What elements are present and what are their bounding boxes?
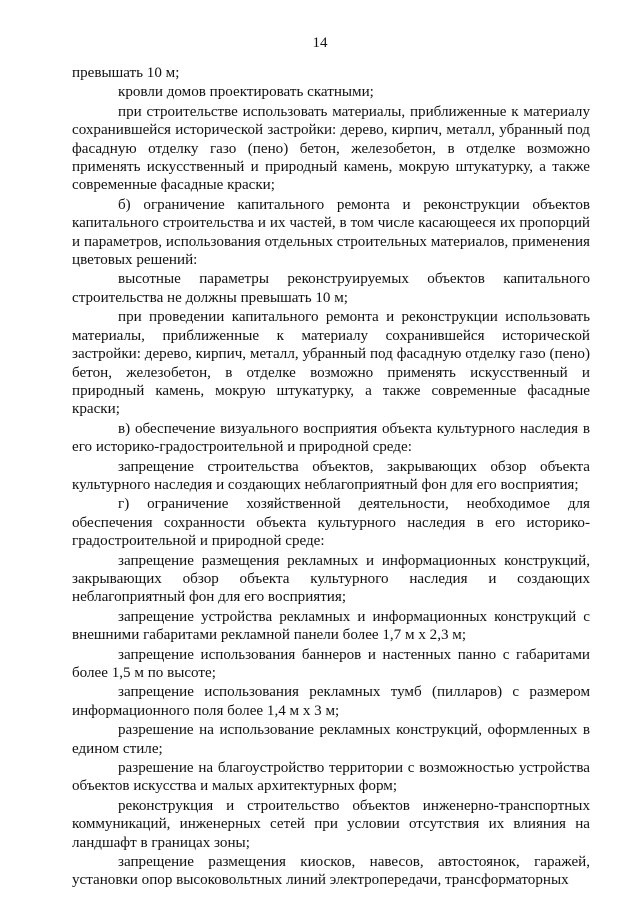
paragraph: г) ограничение хозяйственной деятельности, необходимое для обеспечения сохранности объекта культурного наследия в его историко-градостроительной и природной среде:: [72, 496, 590, 550]
paragraph: разрешение на благоустройство территории с возможностью устройства объектов искусства и малых архитектурных форм;: [72, 760, 590, 795]
paragraph: запрещение использования баннеров и настенных панно с габаритами более 1,5 м по высоте;: [72, 646, 590, 681]
paragraph: запрещение размещения рекламных и информационных конструкций, закрывающих обзор объекта культурного наследия и создающих неблагоприятный фон для его восприятия;: [72, 552, 590, 606]
paragraph: при проведении капитального ремонта и реконструкции использовать материалы, приближенные к материалу сохранившейся исторической застройки: дерево, кирпич, металл, убранный под фасадную отделку газо (пено) бетон, железобетон, в отделке возможно применять искусственный и природный камень, мокрую штукатурку, а также современные фасадные краски;: [72, 309, 590, 418]
paragraph: запрещение использования рекламных тумб (пилларов) с размером информационного поля более 1,4 м х 3 м;: [72, 684, 590, 719]
document-body: [72, 64, 590, 891]
paragraph: б) ограничение капитального ремонта и реконструкции объектов капитального строительства и их частей, в том числе касающееся их пропорций и параметров, использования отдельных строительных материалов, применения цветовых решений:: [72, 196, 590, 269]
paragraph: запрещение устройства рекламных и информационных конструкций с внешними габаритами рекламной панели более 1,7 м х 2,3 м;: [72, 608, 590, 644]
paragraph: реконструкция и строительство объектов инженерно-транспортных коммуникаций, инженерных сетей при условии отсутствия их влияния на ландшафт в границах зоны;: [72, 797, 590, 851]
page-number: 14: [312, 35, 328, 51]
paragraph: запрещение строительства объектов, закрывающих обзор объекта культурного наследия и создающих неблагоприятный фон для его восприятия;: [72, 458, 590, 493]
paragraph: запрещение размещения киосков, навесов, автостоянок, гаражей, установки опор высоковольтных линий электропередачи, трансформаторных: [72, 854, 590, 889]
paragraph: при строительстве использовать материалы, приближенные к материалу сохранившейся исторической застройки: дерево, кирпич, металл, убранный под фасадную отделку газо (пено) бетон, железобетон, в отделке возможно применять искусственный и природный камень, мокрую штукатурку, а также современные фасадные краски;: [72, 103, 590, 194]
paragraph: разрешение на использование рекламных конструкций, оформленных в едином стиле;: [72, 722, 590, 757]
paragraph: кровли домов проектировать скатными;: [118, 84, 374, 101]
paragraph: превышать 10 м;: [72, 65, 180, 81]
paragraph: высотные параметры реконструируемых объектов капитального строительства не должны превышать 10 м;: [72, 271, 590, 306]
paragraph: в) обеспечение визуального восприятия объекта культурного наследия в его историко-градостроительной и природной среде:: [72, 420, 590, 456]
